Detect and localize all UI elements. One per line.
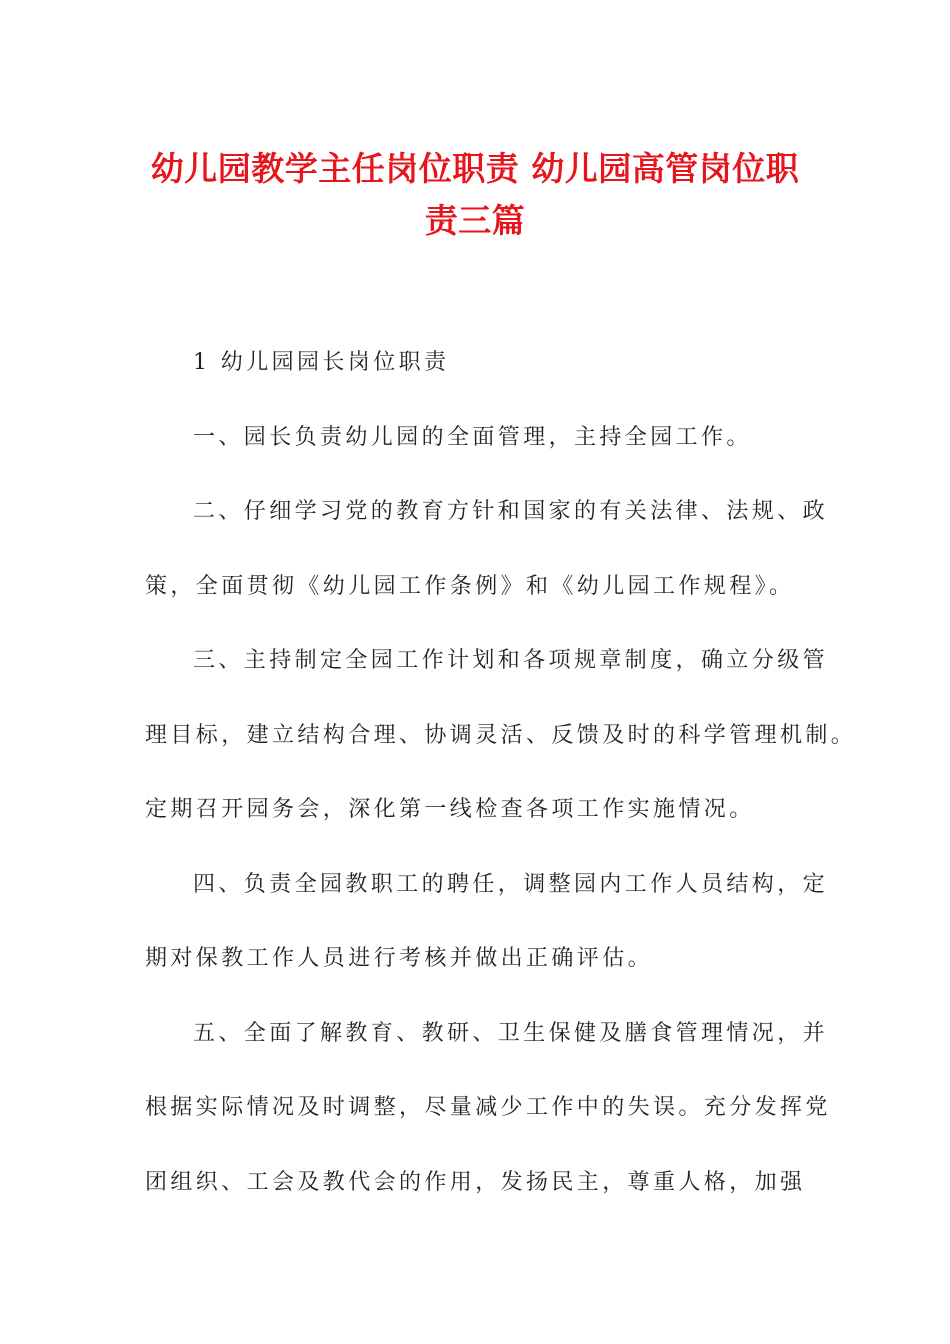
- title-line-1: 幼儿园教学主任岗位职责 幼儿园高管岗位职: [150, 149, 800, 188]
- section-heading: 1 幼儿园园长岗位职责: [193, 350, 450, 375]
- paragraph-line: 五、全面了解教育、教研、卫生保健及膳食管理情况，并: [193, 1020, 829, 1046]
- paragraph-line: 定期召开园务会，深化第一线检查各项工作实施情况。: [145, 797, 755, 822]
- paragraph-line: 理目标，建立结构合理、协调灵活、反馈及时的科学管理机制。: [145, 722, 857, 748]
- paragraph-line: 策，全面贯彻《幼儿园工作条例》和《幼儿园工作规程》。: [145, 573, 795, 599]
- paragraph-line: 二、仔细学习党的教育方针和国家的有关法律、法规、政: [193, 499, 829, 524]
- paragraph-line: 三、主持制定全园工作计划和各项规章制度，确立分级管: [193, 648, 829, 673]
- paragraph-line: 期对保教工作人员进行考核并做出正确评估。: [145, 946, 654, 971]
- paragraph-line: 一、园长负责幼儿园的全面管理，主持全园工作。: [193, 424, 752, 450]
- paragraph-line: 团组织、工会及教代会的作用，发扬民主，尊重人格，加强: [145, 1169, 806, 1195]
- document-body: [145, 326, 857, 1220]
- paragraph-line: 四、负责全园教职工的聘任，调整园内工作人员结构，定: [193, 871, 829, 897]
- paragraph-line: 根据实际情况及时调整，尽量减少工作中的失误。充分发挥党: [145, 1095, 831, 1120]
- title-line-2: 责三篇: [424, 201, 526, 240]
- document-title: [120, 143, 830, 247]
